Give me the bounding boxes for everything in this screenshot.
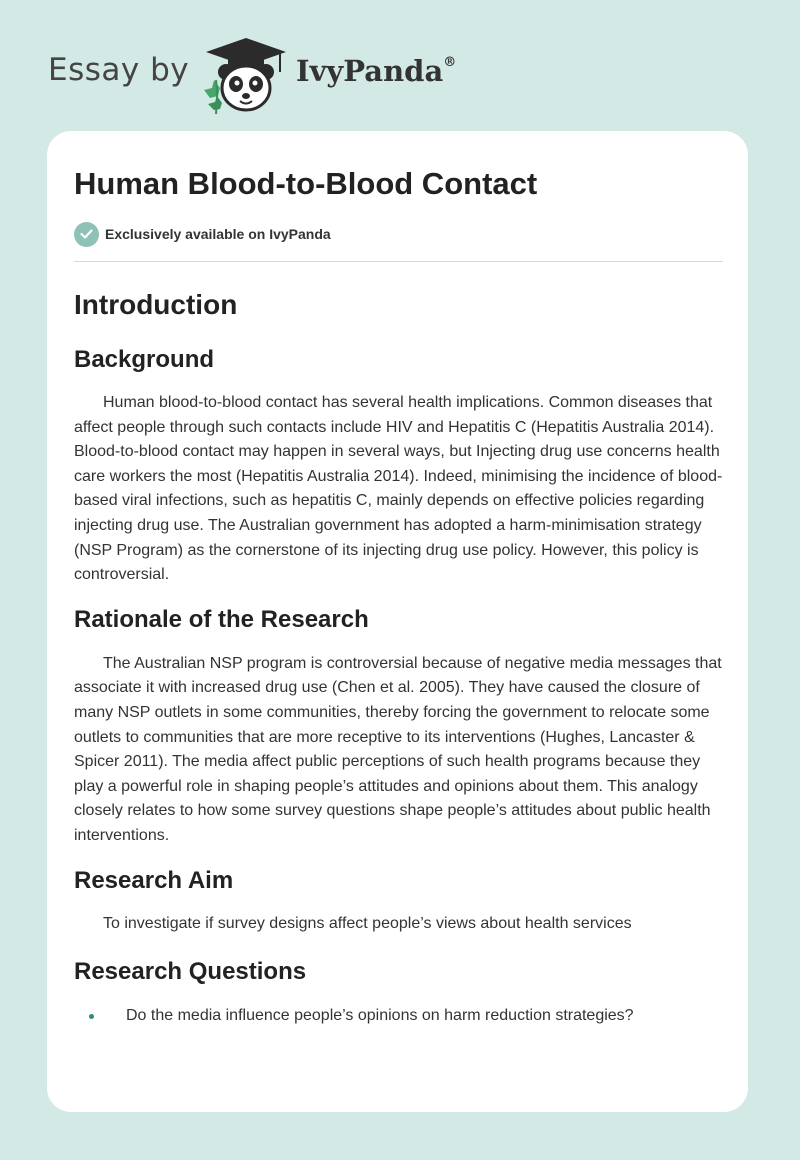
heading-introduction: Introduction: [74, 289, 238, 320]
heading-background: Background: [74, 346, 215, 373]
heading-rationale: Rationale of the Research: [74, 605, 369, 633]
heading-research-questions: Research Questions: [74, 958, 307, 986]
check-icon: [74, 222, 99, 247]
panda-logo-icon[interactable]: [200, 36, 292, 116]
registered-mark: ®: [443, 55, 457, 71]
essay-card: [47, 131, 748, 1112]
paragraph-rationale: The Australian NSP program is controversial because of negative media messages that associate it with increased drug use (Chen et al. 2005). They have caused the closure of many NSP outlets in some communities, thereby forcing the government to relocate some outlets to communities that are more receptive to its interventions (Hughes, Lancaster & Spicer 2011). The media affect public perceptions of such health programs because they play a powerful role in shaping people’s attitudes and opinions about them. This analogy closely relates to how some survey questions shape people’s attitudes about public health interventions.: [74, 654, 722, 844]
essay-content: [74, 281, 723, 1028]
exclusive-label: Exclusively available on IvyPanda: [105, 226, 331, 242]
brand-header: [48, 30, 548, 120]
page-title: Human Blood-to-Blood Contact: [74, 166, 538, 201]
list-item-text: Do the media influence people’s opinions on harm reduction strategies?: [126, 1007, 634, 1025]
paragraph-research-aim: To investigate if survey designs affect people’s views about health services: [103, 914, 632, 932]
brand-prefix: Essay by: [48, 52, 190, 88]
paragraph-background: Human blood-to-blood contact has several health implications. Common diseases that affect people through such contacts include HIV and Hepatitis C (Hepatitis Australia 2014). Blood-to-blood contact may happen in several ways, but Injecting drug use concerns health care workers the most (Hepatitis Australia 2014). Indeed, minimising the incidence of blood-based viral infections, such as hepatitis C, mainly depends on effective policies regarding injecting drug use. The Australian government has adopted a harm-minimisation strategy (NSP Program) as the cornerstone of its injecting drug use policy. However, this policy is controversial.: [74, 394, 723, 584]
divider: [74, 261, 723, 262]
list-item: [74, 1004, 723, 1028]
brand-name[interactable]: IvyPanda®: [296, 54, 457, 88]
exclusive-badge: [74, 221, 331, 247]
bullet-icon: [89, 1014, 94, 1019]
heading-research-aim: Research Aim: [74, 866, 234, 894]
